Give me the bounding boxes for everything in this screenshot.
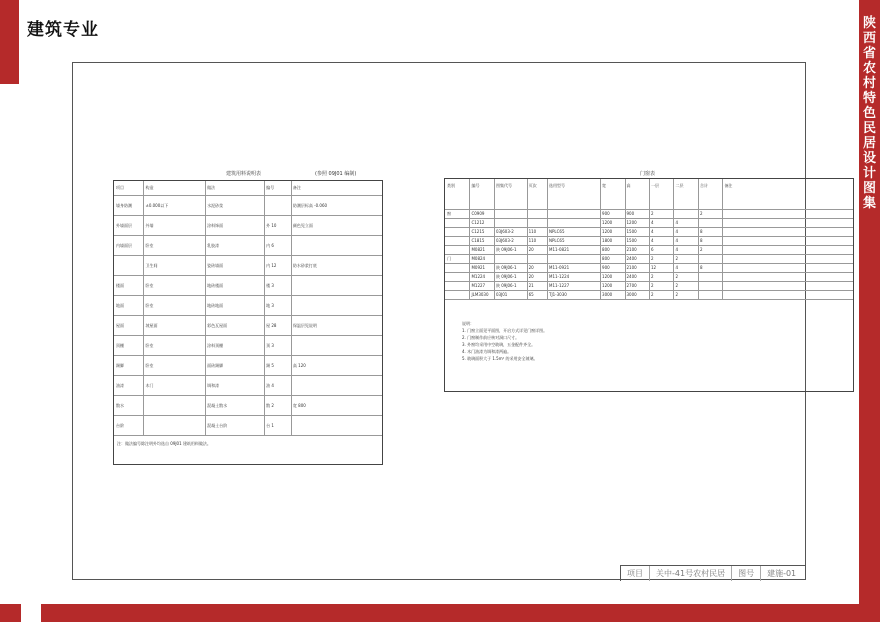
column-divider: [722, 179, 723, 299]
table-header-cell: 高: [626, 183, 631, 188]
table-cell: 保温层见说明: [292, 322, 317, 328]
material-table-caption: 建筑用料说明表: [226, 171, 262, 177]
table-cell: 4: [651, 229, 654, 234]
side-title-char: 集: [862, 196, 876, 211]
table-cell: 4: [675, 265, 679, 270]
row-divider: [114, 235, 382, 236]
table-cell: 2100: [626, 265, 637, 270]
side-title-char: 计: [862, 166, 876, 181]
note-line: 说明：: [462, 321, 474, 326]
side-title-char: 陕: [862, 16, 876, 31]
table-cell: 8: [699, 229, 703, 234]
table-cell: 1500: [626, 238, 637, 243]
column-divider: [673, 179, 674, 299]
table-header-cell: 备注: [292, 185, 301, 190]
table-cell: 卫生间: [145, 262, 158, 268]
table-cell: 内墙面层: [116, 242, 132, 248]
table-cell: M11-0921: [549, 265, 570, 270]
table-cell: 踢 5: [266, 362, 274, 368]
row-divider: [114, 255, 382, 256]
table-cell: JLM3030: [471, 292, 489, 297]
table-cell: 800: [602, 247, 610, 252]
table-cell: 110: [528, 238, 537, 243]
table-cell: 4: [651, 220, 654, 225]
row-divider: [114, 215, 382, 216]
table-cell: 2400: [626, 256, 637, 261]
table-cell: 内 12: [266, 262, 277, 268]
table-cell: 陕 09J06-1: [495, 247, 517, 252]
side-title-char: 农: [862, 61, 876, 76]
side-title-char: 设: [862, 151, 876, 166]
table-cell: 03J603-2: [495, 238, 514, 243]
table-cell: 坡屋面: [145, 322, 158, 328]
side-title-char: 西: [862, 31, 876, 46]
table-cell: 顶棚: [116, 342, 124, 348]
side-title-band: [859, 0, 880, 604]
drawing-number: 建施-01: [767, 569, 797, 578]
table-footnote: 注：做法编号除注明外均选自 09J01 建筑用料做法。: [117, 441, 211, 446]
table-cell: M11-1227: [549, 283, 570, 288]
table-cell: 20: [528, 274, 534, 279]
table-cell: 陕 09J06-1: [495, 283, 517, 288]
table-cell: 踢脚: [116, 362, 124, 368]
table-cell: 顶 3: [266, 342, 274, 348]
column-divider: [469, 179, 470, 299]
table-cell: 木门: [145, 382, 154, 388]
table-cell: 2: [651, 274, 654, 279]
table-cell: 4: [651, 238, 654, 243]
table-cell: 楼面: [116, 282, 124, 288]
table-cell: 2: [675, 283, 679, 288]
side-title-char: 色: [862, 106, 876, 121]
table-cell: 卧室: [145, 282, 154, 288]
table-cell: 瓷砖墙面: [207, 262, 224, 268]
side-title: [863, 16, 876, 211]
table-cell: 涂料顶棚: [207, 342, 224, 348]
table-cell: M0921: [471, 265, 486, 270]
table-cell: 2: [675, 274, 679, 279]
table-cell: 2400: [626, 274, 637, 279]
column-divider: [527, 179, 528, 299]
table-cell: 宽 800: [292, 402, 306, 408]
table-cell: 乳胶漆: [207, 242, 220, 248]
table-cell: 散 2: [266, 402, 274, 408]
table-header-cell: 构造: [145, 185, 154, 190]
table-cell: 台阶: [116, 422, 124, 428]
table-cell: 屋面: [116, 322, 124, 328]
table-cell: M0824: [471, 256, 486, 261]
column-divider: [698, 179, 699, 299]
table-header-cell: 合计: [699, 183, 708, 188]
table-cell: 900: [626, 211, 635, 216]
side-title-char: 居: [862, 136, 876, 151]
side-title-char: 村: [862, 76, 876, 91]
project-name: 关中-41号农村民居: [650, 566, 732, 581]
table-cell: 2: [675, 256, 679, 261]
table-cell: 3000: [602, 292, 613, 297]
table-cell: 1200: [602, 274, 613, 279]
table-cell: C1212: [471, 220, 485, 225]
table-cell: 1200: [626, 220, 637, 225]
column-divider: [205, 181, 206, 435]
row-divider: [114, 335, 382, 336]
table-cell: 外 10: [266, 222, 277, 228]
side-title-char: 民: [862, 121, 876, 136]
table-cell: 水泥砂浆: [207, 202, 224, 208]
table-header-cell: 选用型号: [549, 183, 565, 188]
table-cell: 20: [528, 265, 534, 270]
table-cell: TJ1-3030: [549, 292, 567, 297]
page-title: 建筑专业: [27, 20, 99, 40]
drawing-label: 图号: [732, 566, 761, 581]
row-divider: [114, 195, 382, 196]
table-cell: 卧室: [145, 302, 154, 308]
table-cell: 3000: [626, 292, 637, 297]
table-cell: 2100: [626, 247, 637, 252]
table-cell: M1227: [471, 283, 486, 288]
table-cell: 20: [528, 247, 534, 252]
table-cell: 颜色见立面: [292, 222, 313, 228]
table-cell: 内 6: [266, 242, 274, 248]
bottom-band: [41, 604, 880, 622]
table-cell: ±0.000以下: [145, 202, 169, 208]
table-header-cell: 类别: [447, 183, 455, 188]
table-cell: 防水砂浆打底: [292, 262, 317, 268]
table-cell: 1200: [602, 220, 613, 225]
table-header-cell: 图集代号: [495, 183, 512, 188]
side-title-char: 省: [862, 46, 876, 61]
row-divider: [114, 395, 382, 396]
table-cell: 屋 28: [266, 322, 277, 328]
table-header-cell: 页次: [528, 183, 537, 188]
door-window-table-caption: 门窗表: [640, 171, 656, 177]
table-cell: 卧室: [145, 342, 154, 348]
table-cell: 高 120: [292, 362, 306, 368]
table-cell: NPLC65: [549, 229, 565, 234]
table-cell: 4: [675, 238, 679, 243]
row-divider: [114, 295, 382, 296]
table-cell: 地 3: [266, 302, 274, 308]
table-cell: 21: [528, 283, 534, 288]
side-title-char: 图: [862, 181, 876, 196]
table-cell: 陕 09J06-1: [495, 265, 517, 270]
table-cell: 12: [651, 265, 657, 270]
table-cell: 混凝土散水: [207, 402, 228, 408]
table-cell: 1200: [602, 229, 613, 234]
table-cell: 2: [651, 283, 654, 288]
table-header-cell: 做法: [207, 185, 216, 190]
table-header-cell: 二层: [675, 183, 684, 188]
table-cell: 6: [651, 247, 654, 252]
table-cell: 调和漆: [207, 382, 220, 388]
column-divider: [600, 179, 601, 299]
bottom-accent-left: [0, 604, 21, 622]
table-cell: 楼 3: [266, 282, 274, 288]
table-cell: 03J01: [495, 292, 508, 297]
column-divider: [649, 179, 650, 299]
material-table: [113, 180, 383, 465]
table-cell: 油漆: [116, 382, 124, 388]
table-cell: 墙身防潮: [116, 202, 132, 208]
table-cell: NPLC65: [549, 238, 565, 243]
row-divider: [114, 315, 382, 316]
table-cell: 台 1: [266, 422, 274, 428]
table-cell: 地砖地面: [207, 302, 224, 308]
note-line: 5. 玻璃面积大于 1.5m² 的采用安全玻璃。: [462, 356, 538, 361]
table-cell: 面砖踢脚: [207, 362, 224, 368]
column-divider: [291, 181, 292, 435]
table-cell: 彩色瓦屋面: [207, 322, 228, 328]
table-cell: 2700: [626, 283, 637, 288]
table-header-cell: 备注: [724, 183, 733, 188]
table-cell: 2: [699, 247, 703, 252]
note-line: 2. 门窗制作前应核对洞口尺寸。: [462, 335, 520, 340]
table-cell: 外墙面层: [116, 222, 132, 228]
side-title-char: 特: [862, 91, 876, 106]
column-divider: [264, 181, 265, 435]
table-cell: 2: [651, 256, 654, 261]
table-header-cell: 项目: [116, 185, 124, 190]
table-cell: 1200: [602, 283, 613, 288]
table-cell: 8: [699, 238, 703, 243]
table-cell: 混凝土台阶: [207, 422, 228, 428]
row-divider: [114, 415, 382, 416]
row-divider: [114, 275, 382, 276]
note-line: 4. 木门油漆为调和漆两遍。: [462, 349, 512, 354]
table-cell: 900: [602, 265, 610, 270]
table-header-cell: 编号: [266, 185, 275, 190]
table-header-cell: 一层: [651, 183, 659, 188]
table-cell: 陕 09J06-1: [495, 274, 517, 279]
table-cell: 4: [675, 229, 679, 234]
column-divider: [494, 179, 495, 299]
table-cell: C1815: [471, 238, 485, 243]
table-cell: M11-0821: [549, 247, 570, 252]
table-cell: 涂料饰面: [207, 222, 224, 228]
column-divider: [143, 181, 144, 435]
table-cell: 900: [602, 211, 610, 216]
table-cell: 防潮层标高 -0.060: [292, 202, 328, 208]
table-cell: M1224: [471, 274, 486, 279]
table-cell: 800: [602, 256, 610, 261]
table-cell: 油 4: [266, 382, 274, 388]
table-cell: 8: [699, 265, 703, 270]
row-divider: [114, 435, 382, 436]
table-cell: 1800: [602, 238, 613, 243]
table-cell: M11-1224: [549, 274, 570, 279]
title-block: [620, 565, 806, 581]
table-cell: 地面: [116, 302, 124, 308]
table-cell: 外墙: [145, 222, 154, 228]
row-divider: [114, 375, 382, 376]
column-divider: [547, 179, 548, 299]
table-cell: 2: [651, 292, 654, 297]
table-cell: 65: [528, 292, 534, 297]
door-window-notes: [462, 320, 547, 362]
note-line: 1. 门窗立面见平面图，开启方式详见门窗详图。: [462, 328, 548, 333]
table-cell: 散水: [116, 402, 124, 408]
table-header-cell: 宽: [602, 183, 607, 188]
table-cell: 110: [528, 229, 537, 234]
table-cell: 2: [651, 211, 654, 216]
table-cell: 4: [675, 220, 679, 225]
table-cell: 4: [675, 247, 679, 252]
table-cell: 03J603-2: [495, 229, 514, 234]
table-cell: 地砖楼面: [207, 282, 224, 288]
corner-accent: [0, 0, 19, 84]
table-cell: C0909: [471, 211, 485, 216]
table-cell: 1500: [626, 229, 637, 234]
table-cell: 2: [675, 292, 679, 297]
table-cell: 门: [447, 256, 451, 261]
project-label: 项目: [621, 566, 650, 581]
column-divider: [625, 179, 626, 299]
table-cell: 窗: [447, 211, 451, 216]
table-header-cell: 编号: [471, 183, 480, 188]
row-divider: [445, 299, 853, 300]
table-cell: 卧室: [145, 362, 154, 368]
row-divider: [114, 355, 382, 356]
table-cell: M0821: [471, 247, 486, 252]
table-cell: 卧室: [145, 242, 154, 248]
table-cell: 2: [699, 211, 703, 216]
material-table-note: (参照 09J01 编制): [315, 171, 357, 177]
table-cell: C1215: [471, 229, 485, 234]
note-line: 3. 外窗均采用中空玻璃，五金配件齐全。: [462, 342, 536, 347]
